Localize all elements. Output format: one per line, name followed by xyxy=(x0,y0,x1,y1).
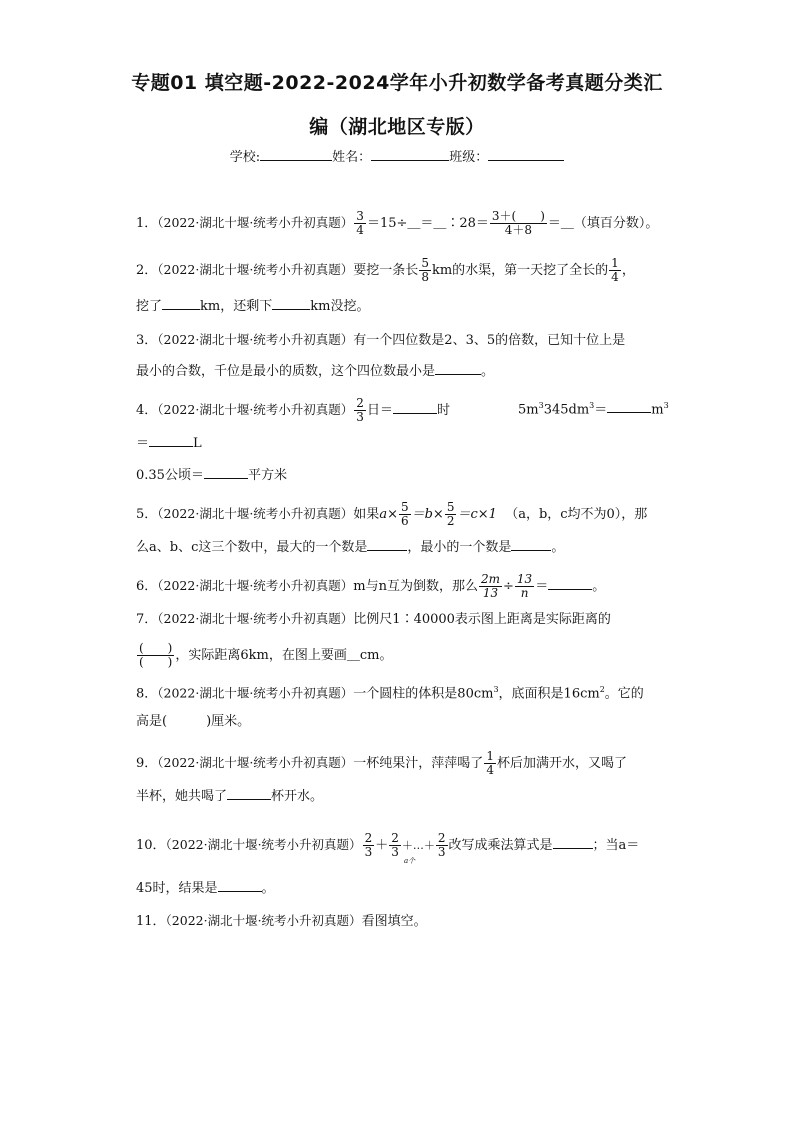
answer-blank[interactable] xyxy=(511,537,551,551)
question-number: 3． xyxy=(136,333,158,348)
answer-blank[interactable] xyxy=(162,296,200,310)
question-1 xyxy=(136,210,658,237)
question-text: 日＝ xyxy=(366,403,393,418)
question-text: 345dm xyxy=(543,402,590,418)
question-4-line2 xyxy=(136,433,202,453)
question-source: （2022·湖北十堰·统考小升初真题） xyxy=(165,913,362,928)
question-8-line2 xyxy=(136,713,250,731)
fraction xyxy=(363,832,375,859)
answer-blank[interactable] xyxy=(204,465,248,479)
numerator: 1 xyxy=(486,749,494,763)
denominator: 2 xyxy=(446,514,455,528)
question-number: 2． xyxy=(136,263,158,278)
question-text: ，实际距离6km，在图上要画＿cm。 xyxy=(175,648,393,663)
question-3 xyxy=(136,331,625,350)
question-source: （2022·湖北十堰·统考小升初真题） xyxy=(157,611,354,626)
question-text: ＝15÷＿＝＿∶28＝ xyxy=(366,216,489,231)
denominator: 3 xyxy=(391,845,399,859)
answer-blank[interactable] xyxy=(607,399,651,413)
question-7-line2 xyxy=(136,642,392,669)
superscript: 3 xyxy=(538,401,544,410)
question-text: 有一个四位数是2、3、5的倍数，已知十位上是 xyxy=(353,333,626,348)
question-10-line2 xyxy=(136,878,275,898)
denominator: 13 xyxy=(482,586,499,600)
question-text: 。 xyxy=(592,579,606,594)
question-8 xyxy=(136,681,644,703)
question-text: m与n互为倒数，那么 xyxy=(353,579,478,594)
class-field[interactable] xyxy=(488,147,564,161)
question-text: 看图填空。 xyxy=(361,914,427,929)
question-11 xyxy=(136,912,427,931)
answer-blank[interactable] xyxy=(393,400,437,414)
question-source: （2022·湖北十堰·统考小升初真题） xyxy=(157,755,354,770)
answer-blank[interactable] xyxy=(553,835,593,849)
fraction xyxy=(419,257,431,284)
question-source: （2022·湖北十堰·统考小升初真题） xyxy=(157,262,354,277)
answer-blank[interactable] xyxy=(218,878,262,892)
numerator: 3＋( ) xyxy=(491,209,545,223)
question-text: ÷ xyxy=(503,579,514,594)
question-text: ＝＿（填百分数）。 xyxy=(547,216,659,231)
school-field[interactable] xyxy=(260,147,332,161)
question-9 xyxy=(136,750,627,777)
question-text: 时 xyxy=(436,403,450,418)
numerator: 13 xyxy=(516,572,533,586)
question-text: km没挖。 xyxy=(310,299,370,314)
question-text: 比例尺1∶40000表示图上距离是实际距离的 xyxy=(353,612,611,627)
denominator: 4 xyxy=(356,223,364,237)
numerator: 5 xyxy=(421,256,429,270)
question-text: ；当a＝ xyxy=(592,838,640,853)
numerator: 2 xyxy=(356,396,364,410)
question-4 xyxy=(136,397,450,424)
question-number: 11． xyxy=(136,914,166,929)
denominator: 3 xyxy=(356,410,364,424)
answer-blank[interactable] xyxy=(227,786,271,800)
fraction xyxy=(399,501,411,528)
question-text: 45时，结果是 xyxy=(136,881,218,896)
school-label: 学校: xyxy=(229,150,261,165)
question-7 xyxy=(136,610,611,629)
question-number: 10． xyxy=(136,838,166,853)
question-text: ＝ xyxy=(594,402,608,418)
question-text: ，底面积是16cm xyxy=(498,686,600,702)
fraction xyxy=(137,642,174,669)
question-number: 4． xyxy=(136,403,158,418)
question-text: 如果 xyxy=(353,507,380,522)
question-text: ＝ xyxy=(136,436,150,451)
fraction xyxy=(609,257,621,284)
question-2 xyxy=(136,257,635,284)
fraction xyxy=(484,750,496,777)
denominator: 6 xyxy=(400,514,409,528)
question-text: （a，b，c均不为0），那 xyxy=(505,507,648,522)
denominator: 4 xyxy=(611,270,619,284)
question-text: ， xyxy=(621,263,635,278)
fraction xyxy=(354,210,366,237)
fraction xyxy=(445,501,457,528)
numerator: 2 xyxy=(437,831,446,845)
question-number: 8． xyxy=(136,686,158,702)
question-text: 高是( )厘米。 xyxy=(136,714,251,729)
question-text: ＋ xyxy=(375,838,389,853)
question-6 xyxy=(136,573,605,600)
denominator: 4＋8 xyxy=(504,223,533,237)
superscript: 2 xyxy=(599,685,605,694)
question-source: （2022·湖北十堰·统考小升初真题） xyxy=(157,402,354,417)
fraction xyxy=(354,397,366,424)
question-text: 。 xyxy=(261,881,275,896)
question-text: 最小的合数，千位是最小的质数，这个四位数最小是 xyxy=(136,364,436,379)
question-source: （2022·湖北十堰·统考小升初真题） xyxy=(165,837,362,852)
question-4-line3 xyxy=(136,465,287,485)
math-expression: ＝b× xyxy=(411,507,444,522)
question-text: 杯开水。 xyxy=(271,789,324,804)
question-5-line2 xyxy=(136,537,564,557)
question-number: 9． xyxy=(136,756,158,771)
answer-blank[interactable] xyxy=(367,537,407,551)
question-number: 7． xyxy=(136,612,158,627)
question-text: 。 xyxy=(481,364,495,379)
answer-blank[interactable] xyxy=(272,296,310,310)
denominator: 3 xyxy=(364,845,373,859)
question-text: 5m xyxy=(518,402,539,418)
question-9-line2 xyxy=(136,786,323,806)
fraction xyxy=(389,832,401,859)
question-text: ，最小的一个数是 xyxy=(407,540,512,555)
question-text: 一杯纯果汁，萍萍喝了 xyxy=(353,756,484,771)
question-text: 0.35公顷＝ xyxy=(136,468,204,483)
document-title-line1: 专题01 填空题-2022-2024学年小升初数学备考真题分类汇 xyxy=(131,72,663,94)
question-text: 一个圆柱的体积是80cm xyxy=(353,686,494,702)
numerator: 5 xyxy=(400,500,409,514)
question-source: （2022·湖北十堰·统考小升初真题） xyxy=(157,332,354,347)
answer-blank[interactable] xyxy=(548,576,592,590)
question-text: L xyxy=(193,436,202,451)
question-text: 挖了 xyxy=(136,299,163,314)
question-source: （2022·湖北十堰·统考小升初真题） xyxy=(157,506,354,521)
question-text: 。它的 xyxy=(604,686,644,702)
question-text: 要挖一条长 xyxy=(353,263,419,278)
brace-label: a个 xyxy=(404,857,416,865)
numerator: 2 xyxy=(391,831,399,845)
question-text: 么a、b、c这三个数中，最大的一个数是 xyxy=(136,540,368,555)
question-source: （2022·湖北十堰·统考小升初真题） xyxy=(157,578,354,593)
fraction xyxy=(515,573,534,600)
fraction xyxy=(436,832,448,859)
question-5 xyxy=(136,501,647,528)
question-text: 。 xyxy=(551,540,565,555)
numerator: 1 xyxy=(611,256,619,270)
question-text: 半杯，她共喝了 xyxy=(136,789,228,804)
question-3-line2 xyxy=(136,361,494,381)
question-text: m xyxy=(651,402,664,418)
question-source: （2022·湖北十堰·统考小升初真题） xyxy=(157,215,354,230)
class-label: 班级： xyxy=(449,150,489,165)
fraction xyxy=(479,573,502,600)
question-10 xyxy=(136,832,639,859)
answer-blank[interactable] xyxy=(435,361,481,375)
superscript: 3 xyxy=(493,685,499,694)
numerator: 2 xyxy=(364,831,373,845)
numerator: 2m xyxy=(481,572,501,586)
question-number: 5． xyxy=(136,507,158,522)
question-text: 平方米 xyxy=(247,468,287,483)
answer-blank[interactable] xyxy=(149,433,193,447)
math-expression: a× xyxy=(379,507,398,522)
numerator: ( ) xyxy=(139,641,173,655)
denominator: 4 xyxy=(486,763,494,777)
question-text: ＋…＋ xyxy=(401,839,435,852)
question-text: ＝ xyxy=(535,579,549,594)
question-number: 1． xyxy=(136,216,158,231)
fraction xyxy=(490,210,547,237)
question-text: 杯后加满开水，又喝了 xyxy=(496,756,627,771)
question-number: 6． xyxy=(136,579,158,594)
numerator: 3 xyxy=(356,209,364,223)
denominator: ( ) xyxy=(139,655,173,669)
denominator: 8 xyxy=(421,270,429,284)
question-text: km的水渠，第一天挖了全长的 xyxy=(431,263,609,278)
denominator: n xyxy=(520,586,529,600)
math-expression: ＝c×1 xyxy=(457,507,497,522)
denominator: 3 xyxy=(437,845,446,859)
superscript: 3 xyxy=(589,401,595,410)
numerator: 5 xyxy=(446,500,455,514)
question-text: 改写成乘法算式是 xyxy=(448,838,553,853)
question-text: km，还剩下 xyxy=(200,299,273,314)
name-label: 姓名： xyxy=(332,150,372,165)
superscript: 3 xyxy=(663,401,669,410)
name-field[interactable] xyxy=(371,147,449,161)
student-info-row xyxy=(0,146,794,165)
document-title-line2: 编（湖北地区专版） xyxy=(309,116,485,138)
question-2-line2 xyxy=(136,296,369,316)
question-4-volume xyxy=(518,397,669,419)
question-source: （2022·湖北十堰·统考小升初真题） xyxy=(157,685,354,701)
